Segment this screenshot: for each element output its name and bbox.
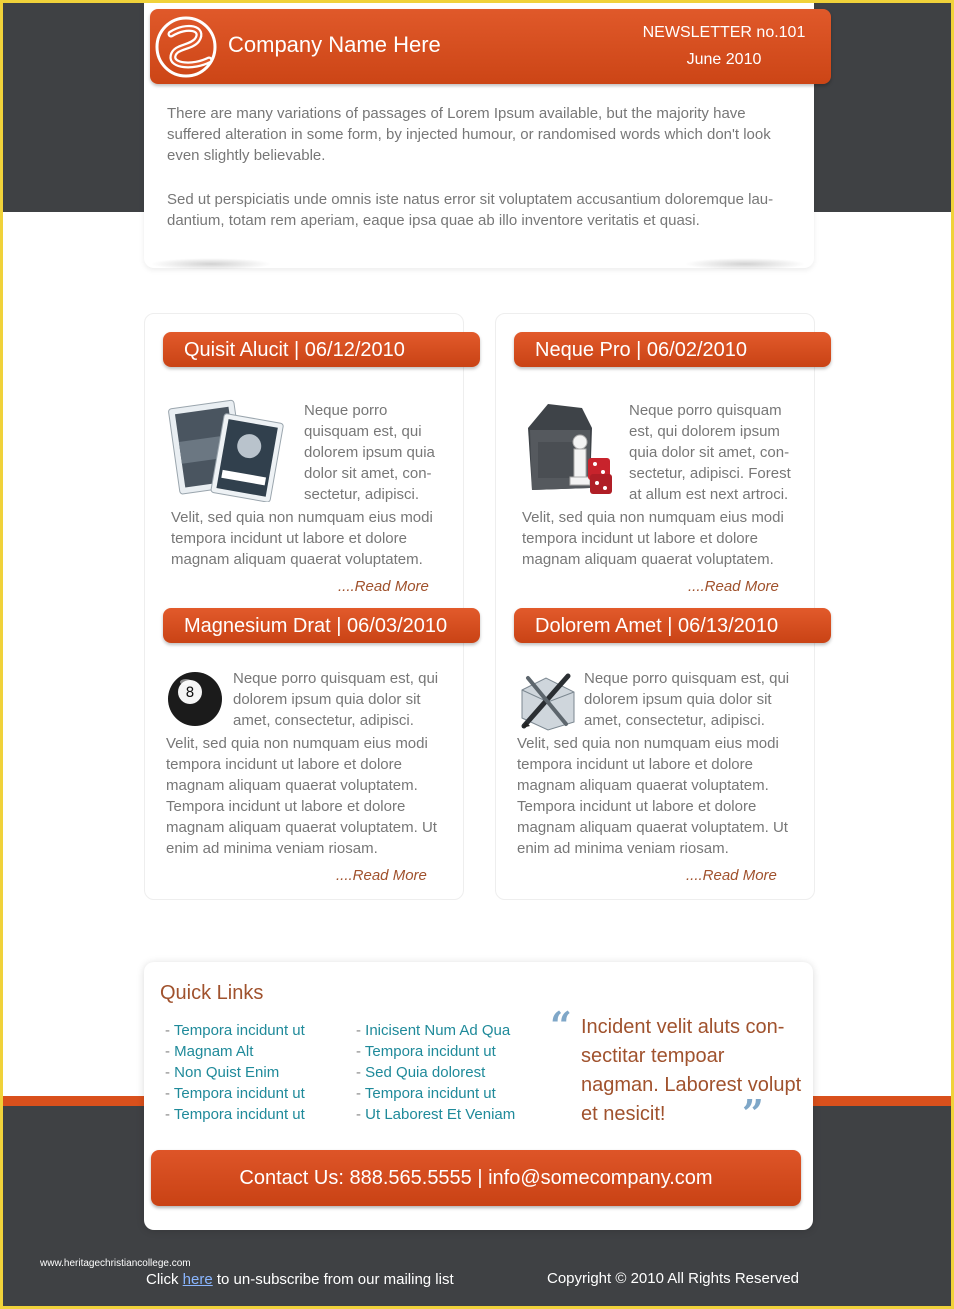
dvd-case-icon <box>168 398 286 502</box>
quick-link[interactable]: - Tempora incidunt ut <box>356 1043 496 1060</box>
article-title[interactable]: Neque Pro | 06/02/2010 <box>514 332 831 367</box>
article-body: Velit, sed quia non numquam eius modi tempora incidunt ut labore et dolore magnam aliquam quaerat voluptatem. Tempora incidunt ut labore et dolore magnam aliquam quaerat voluptatem. Ut enim ad minima veniam riosam. <box>517 735 788 857</box>
article-body: Velit, sed quia non numquam eius modi tempora incidunt ut labore et dolore magnam aliquam quaerat voluptatem. <box>171 509 433 568</box>
quick-link[interactable]: - Tempora incidunt ut <box>165 1106 305 1123</box>
article-title[interactable]: Magnesium Drat | 06/03/2010 <box>163 608 480 643</box>
quick-links-column-2 <box>356 1020 515 1125</box>
quick-link[interactable]: - Magnam Alt <box>165 1043 254 1060</box>
article-body: Velit, sed quia non numquam eius modi tempora incidunt ut labore et dolore magnam aliquam quaerat voluptatem. <box>522 509 784 568</box>
read-more-link[interactable]: ....Read More <box>338 578 429 595</box>
read-more-link[interactable]: ....Read More <box>686 867 777 884</box>
eight-ball-icon <box>166 670 224 728</box>
quote-close-icon: ” <box>742 1091 764 1136</box>
unsubscribe-link[interactable]: here <box>182 1271 213 1288</box>
quick-link[interactable]: - Ut Laborest Et Veniam <box>356 1106 516 1123</box>
article-intro-text: Neque porro quisquam est, qui dolorem ipsum quia dolor sit amet, con-sectetur, adipisci. Forest at allum est next artroci. <box>629 402 791 503</box>
watermark-url: www.heritagechristiancollege.com <box>40 1258 191 1269</box>
article-body: Velit, sed quia non numquam eius modi tempora incidunt ut labore et dolore magnam aliquam quaerat voluptatem. Tempora incidunt ut labore et dolore magnam aliquam quaerat voluptatem. Ut enim ad minima veniam riosam. <box>166 735 437 857</box>
game-box-chess-dice-icon <box>518 398 620 500</box>
quick-link[interactable]: - Tempora incidunt ut <box>165 1085 305 1102</box>
quick-link[interactable]: - Non Quist Enim <box>165 1064 280 1081</box>
intro-paragraph-1: There are many variations of passages of Lorem Ipsum available, but the majority have suffered alteration in some form, by injected humour, or randomised words which don't look even slightly believable. <box>167 105 771 164</box>
contact-bar: Contact Us: 888.565.5555 | info@somecompany.com <box>151 1150 801 1206</box>
quick-links-title: Quick Links <box>160 982 264 1004</box>
quick-link[interactable]: - Tempora incidunt ut <box>165 1022 305 1039</box>
quick-link[interactable]: - Tempora incidunt ut <box>356 1085 496 1102</box>
svg-text:8: 8 <box>185 685 195 701</box>
article-title[interactable]: Quisit Alucit | 06/12/2010 <box>163 332 480 367</box>
panel-shadow-left <box>150 258 272 270</box>
newsletter-number: NEWSLETTER no.101 <box>642 24 806 41</box>
panel-shadow-right <box>684 258 806 270</box>
article-intro-text: Neque porro quisquam est, qui dolorem ipsum quia dolor sit amet, consectetur, adipisci. <box>584 670 790 729</box>
testimonial-quote: Incident velit aluts con-sectitar tempoar nagman. Laborest volupt et nesicit! <box>581 1016 802 1125</box>
quote-open-icon: “ <box>550 1003 572 1048</box>
pen-tools-icon <box>516 670 580 732</box>
quick-links-column-1 <box>165 1020 305 1125</box>
quick-link[interactable]: - Sed Quia dolorest <box>356 1064 486 1081</box>
newsletter-date: June 2010 <box>686 51 762 68</box>
read-more-link[interactable]: ....Read More <box>336 867 427 884</box>
swirl-logo-icon <box>153 14 221 78</box>
read-more-link[interactable]: ....Read More <box>688 578 779 595</box>
article-title[interactable]: Dolorem Amet | 06/13/2010 <box>514 608 831 643</box>
article-intro-text: Neque porro quisquam est, qui dolorem ipsum quia dolor sit amet, consectetur, adipisci. <box>233 670 439 729</box>
company-name: Company Name Here <box>228 32 441 57</box>
article-intro-text: Neque porro quisquam est, qui dolorem ipsum quia dolor sit amet, con-sectetur, adipisci. <box>304 402 435 503</box>
quick-link[interactable]: - Inicisent Num Ad Qua <box>356 1022 511 1039</box>
copyright: Copyright © 2010 All Rights Reserved <box>547 1270 800 1287</box>
intro-paragraph-2: Sed ut perspiciatis unde omnis iste natus error sit voluptatem accusantium doloremque lau-dantium, totam rem aperiam, eaque ipsa quae ab illo inventore veritatis et quasi. <box>167 191 774 229</box>
unsubscribe-text: Click here to un-subscribe from our mailing list <box>146 1271 454 1288</box>
